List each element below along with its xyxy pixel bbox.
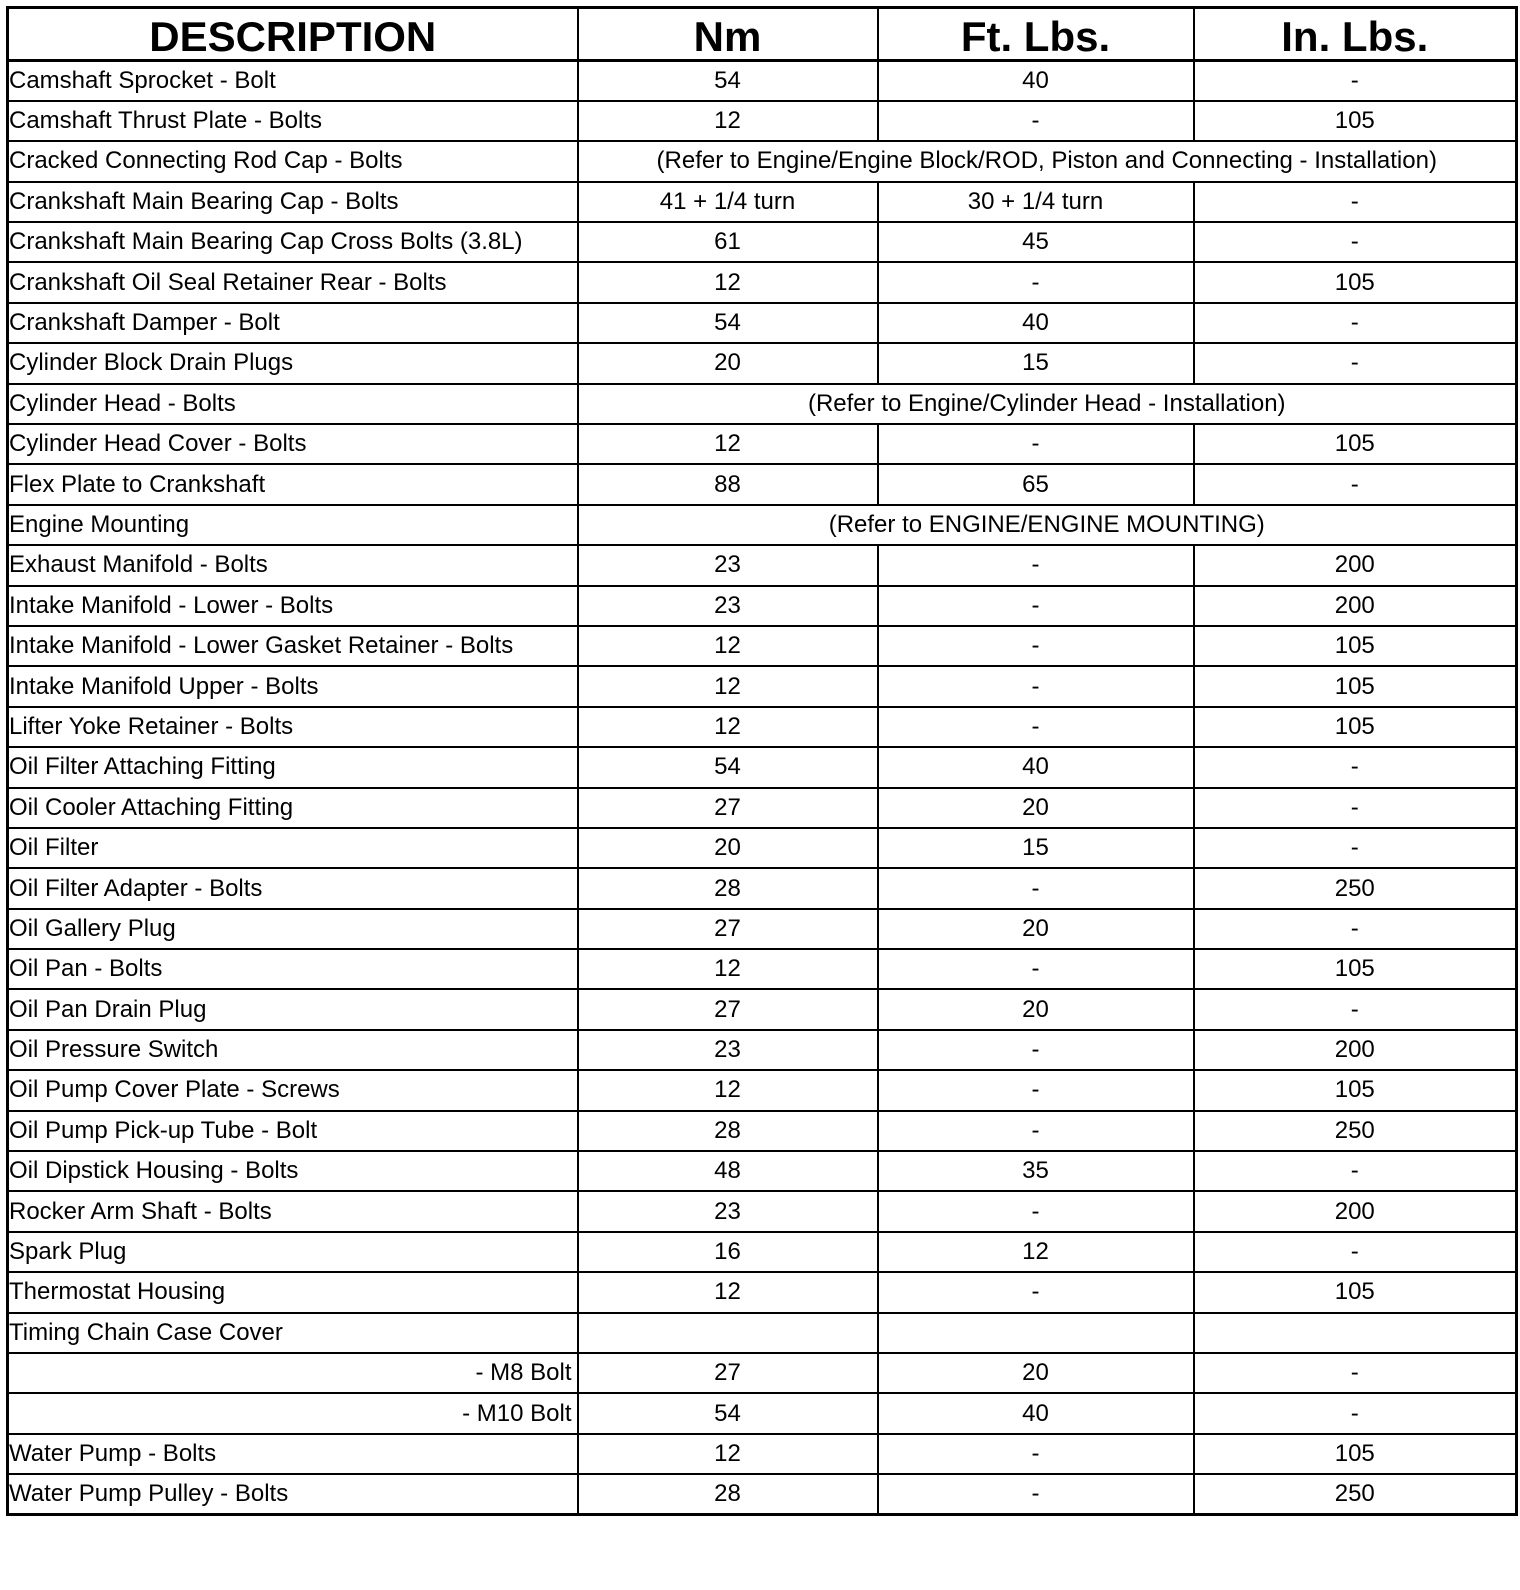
row-in-lbs-value: 105 (1194, 101, 1517, 141)
table-row (8, 1313, 1517, 1353)
row-ft-lbs-value: - (878, 1474, 1194, 1514)
row-ft-lbs-value: 30 + 1/4 turn (878, 182, 1194, 222)
row-nm-value: 54 (578, 747, 878, 787)
row-ft-lbs-value: - (878, 586, 1194, 626)
row-in-lbs-value: - (1194, 303, 1517, 343)
row-description: Cylinder Head - Bolts (8, 384, 578, 424)
row-nm-value: 12 (578, 1272, 878, 1312)
row-description: Crankshaft Oil Seal Retainer Rear - Bolts (8, 262, 578, 302)
row-ft-lbs-value: - (878, 1070, 1194, 1110)
row-nm-value: 12 (578, 1070, 878, 1110)
row-description: Oil Pump Pick-up Tube - Bolt (8, 1111, 578, 1151)
table-row (8, 424, 1517, 464)
row-nm-value: 27 (578, 788, 878, 828)
row-nm-value: 12 (578, 626, 878, 666)
row-in-lbs-value: - (1194, 182, 1517, 222)
row-in-lbs-value: - (1194, 1232, 1517, 1272)
row-in-lbs-value: 105 (1194, 1070, 1517, 1110)
row-description: Lifter Yoke Retainer - Bolts (8, 707, 578, 747)
row-description: Cracked Connecting Rod Cap - Bolts (8, 141, 578, 181)
table-row (8, 828, 1517, 868)
row-nm-value: 28 (578, 868, 878, 908)
row-nm-value: 12 (578, 949, 878, 989)
row-description: Camshaft Thrust Plate - Bolts (8, 101, 578, 141)
row-description: Crankshaft Main Bearing Cap - Bolts (8, 182, 578, 222)
row-ft-lbs-value: - (878, 262, 1194, 302)
row-ft-lbs-value: - (878, 1272, 1194, 1312)
row-description: Oil Filter Attaching Fitting (8, 747, 578, 787)
table-row (8, 747, 1517, 787)
row-description: Flex Plate to Crankshaft (8, 464, 578, 504)
row-nm-value: 23 (578, 1191, 878, 1231)
table-row (8, 464, 1517, 504)
table-row (8, 626, 1517, 666)
row-nm-value: 28 (578, 1111, 878, 1151)
row-in-lbs-value: - (1194, 1393, 1517, 1433)
table-row (8, 303, 1517, 343)
row-description: Intake Manifold - Lower Gasket Retainer - Bolts (8, 626, 578, 666)
row-ft-lbs-value: - (878, 666, 1194, 706)
table-row (8, 182, 1517, 222)
table-row (8, 384, 1517, 424)
row-ft-lbs-value: - (878, 707, 1194, 747)
row-ft-lbs-value: 40 (878, 1393, 1194, 1433)
row-ft-lbs-value: 20 (878, 788, 1194, 828)
row-in-lbs-value: 200 (1194, 545, 1517, 585)
header-nm: Nm (578, 8, 878, 61)
row-nm-value: 88 (578, 464, 878, 504)
row-description: Crankshaft Damper - Bolt (8, 303, 578, 343)
table-row (8, 343, 1517, 383)
row-description: Crankshaft Main Bearing Cap Cross Bolts (3.8L) (8, 222, 578, 262)
row-ft-lbs-value: - (878, 868, 1194, 908)
row-in-lbs-value: - (1194, 222, 1517, 262)
header-description: DESCRIPTION (8, 8, 578, 61)
row-nm-value: 27 (578, 1353, 878, 1393)
row-ft-lbs-value: - (878, 101, 1194, 141)
row-in-lbs-value: 105 (1194, 424, 1517, 464)
row-nm-value: 12 (578, 424, 878, 464)
row-ft-lbs-value: 15 (878, 828, 1194, 868)
row-in-lbs-value: 105 (1194, 262, 1517, 302)
row-description: Oil Gallery Plug (8, 909, 578, 949)
row-in-lbs-value: - (1194, 788, 1517, 828)
row-in-lbs-value: - (1194, 909, 1517, 949)
row-nm-value: 54 (578, 61, 878, 101)
row-description: Exhaust Manifold - Bolts (8, 545, 578, 585)
table-row (8, 949, 1517, 989)
table-body (8, 61, 1517, 1515)
table-row (8, 505, 1517, 545)
row-in-lbs-value: - (1194, 464, 1517, 504)
table-row (8, 909, 1517, 949)
row-ft-lbs-value: 35 (878, 1151, 1194, 1191)
row-ft-lbs-value: 40 (878, 303, 1194, 343)
row-description: - M10 Bolt (8, 1393, 578, 1433)
row-nm-value: 41 + 1/4 turn (578, 182, 878, 222)
table-row (8, 666, 1517, 706)
row-in-lbs-value: - (1194, 61, 1517, 101)
row-nm-value: 16 (578, 1232, 878, 1272)
row-description: Oil Cooler Attaching Fitting (8, 788, 578, 828)
row-nm-value: 23 (578, 545, 878, 585)
row-nm-value: 12 (578, 666, 878, 706)
row-nm-value (578, 1313, 878, 1353)
row-description: Oil Filter Adapter - Bolts (8, 868, 578, 908)
row-ft-lbs-value (878, 1313, 1194, 1353)
row-in-lbs-value (1194, 1313, 1517, 1353)
row-reference-note: (Refer to ENGINE/ENGINE MOUNTING) (578, 505, 1517, 545)
row-ft-lbs-value: - (878, 424, 1194, 464)
row-nm-value: 12 (578, 1434, 878, 1474)
table-row (8, 788, 1517, 828)
row-in-lbs-value: - (1194, 1151, 1517, 1191)
row-ft-lbs-value: 20 (878, 1353, 1194, 1393)
row-in-lbs-value: 105 (1194, 666, 1517, 706)
row-nm-value: 20 (578, 828, 878, 868)
row-ft-lbs-value: - (878, 949, 1194, 989)
row-in-lbs-value: 105 (1194, 1272, 1517, 1312)
row-description: Intake Manifold Upper - Bolts (8, 666, 578, 706)
row-description: Camshaft Sprocket - Bolt (8, 61, 578, 101)
row-description: Thermostat Housing (8, 1272, 578, 1312)
row-nm-value: 23 (578, 586, 878, 626)
table-row (8, 1151, 1517, 1191)
row-in-lbs-value: 250 (1194, 1474, 1517, 1514)
row-ft-lbs-value: 20 (878, 909, 1194, 949)
row-description: Cylinder Block Drain Plugs (8, 343, 578, 383)
row-ft-lbs-value: - (878, 626, 1194, 666)
row-nm-value: 61 (578, 222, 878, 262)
row-in-lbs-value: 105 (1194, 949, 1517, 989)
row-in-lbs-value: 105 (1194, 1434, 1517, 1474)
row-in-lbs-value: - (1194, 989, 1517, 1029)
table-row (8, 61, 1517, 101)
row-in-lbs-value: 250 (1194, 1111, 1517, 1151)
table-row (8, 586, 1517, 626)
row-nm-value: 48 (578, 1151, 878, 1191)
row-description: Oil Pressure Switch (8, 1030, 578, 1070)
row-in-lbs-value: 200 (1194, 1030, 1517, 1070)
row-description: Rocker Arm Shaft - Bolts (8, 1191, 578, 1231)
row-nm-value: 12 (578, 101, 878, 141)
row-nm-value: 12 (578, 262, 878, 302)
row-nm-value: 27 (578, 909, 878, 949)
table-row (8, 1232, 1517, 1272)
row-in-lbs-value: 200 (1194, 586, 1517, 626)
table-row (8, 545, 1517, 585)
row-ft-lbs-value: 12 (878, 1232, 1194, 1272)
table-row (8, 1434, 1517, 1474)
row-nm-value: 23 (578, 1030, 878, 1070)
row-description: Oil Dipstick Housing - Bolts (8, 1151, 578, 1191)
row-description: Timing Chain Case Cover (8, 1313, 578, 1353)
row-description: Oil Filter (8, 828, 578, 868)
table-row (8, 1353, 1517, 1393)
row-reference-note: (Refer to Engine/Engine Block/ROD, Piston and Connecting - Installation) (578, 141, 1517, 181)
row-description: Oil Pump Cover Plate - Screws (8, 1070, 578, 1110)
table-row (8, 101, 1517, 141)
row-nm-value: 28 (578, 1474, 878, 1514)
row-in-lbs-value: - (1194, 1353, 1517, 1393)
row-ft-lbs-value: - (878, 1111, 1194, 1151)
row-ft-lbs-value: 15 (878, 343, 1194, 383)
row-ft-lbs-value: - (878, 1030, 1194, 1070)
row-in-lbs-value: - (1194, 828, 1517, 868)
row-description: Intake Manifold - Lower - Bolts (8, 586, 578, 626)
row-description: - M8 Bolt (8, 1353, 578, 1393)
row-ft-lbs-value: - (878, 545, 1194, 585)
table-row (8, 707, 1517, 747)
table-row (8, 222, 1517, 262)
table-row (8, 1272, 1517, 1312)
row-ft-lbs-value: 65 (878, 464, 1194, 504)
row-description: Spark Plug (8, 1232, 578, 1272)
header-in-lbs: In. Lbs. (1194, 8, 1517, 61)
table-row (8, 868, 1517, 908)
table-row (8, 1030, 1517, 1070)
row-in-lbs-value: 250 (1194, 868, 1517, 908)
table-row (8, 1393, 1517, 1433)
row-ft-lbs-value: - (878, 1191, 1194, 1231)
table-row (8, 989, 1517, 1029)
torque-spec-table (6, 6, 1518, 1516)
row-reference-note: (Refer to Engine/Cylinder Head - Installation) (578, 384, 1517, 424)
table-row (8, 141, 1517, 181)
row-in-lbs-value: - (1194, 747, 1517, 787)
row-nm-value: 54 (578, 1393, 878, 1433)
row-nm-value: 12 (578, 707, 878, 747)
table-row (8, 262, 1517, 302)
header-row (8, 8, 1517, 61)
table-row (8, 1191, 1517, 1231)
row-description: Water Pump - Bolts (8, 1434, 578, 1474)
header-ft-lbs: Ft. Lbs. (878, 8, 1194, 61)
row-description: Water Pump Pulley - Bolts (8, 1474, 578, 1514)
row-description: Oil Pan Drain Plug (8, 989, 578, 1029)
row-ft-lbs-value: - (878, 1434, 1194, 1474)
row-description: Cylinder Head Cover - Bolts (8, 424, 578, 464)
row-in-lbs-value: 105 (1194, 707, 1517, 747)
row-nm-value: 27 (578, 989, 878, 1029)
row-nm-value: 54 (578, 303, 878, 343)
row-in-lbs-value: 200 (1194, 1191, 1517, 1231)
row-ft-lbs-value: 40 (878, 747, 1194, 787)
row-in-lbs-value: - (1194, 343, 1517, 383)
row-ft-lbs-value: 20 (878, 989, 1194, 1029)
row-description: Oil Pan - Bolts (8, 949, 578, 989)
row-ft-lbs-value: 45 (878, 222, 1194, 262)
table-row (8, 1474, 1517, 1514)
row-description: Engine Mounting (8, 505, 578, 545)
table-row (8, 1070, 1517, 1110)
row-nm-value: 20 (578, 343, 878, 383)
table-row (8, 1111, 1517, 1151)
row-in-lbs-value: 105 (1194, 626, 1517, 666)
row-ft-lbs-value: 40 (878, 61, 1194, 101)
